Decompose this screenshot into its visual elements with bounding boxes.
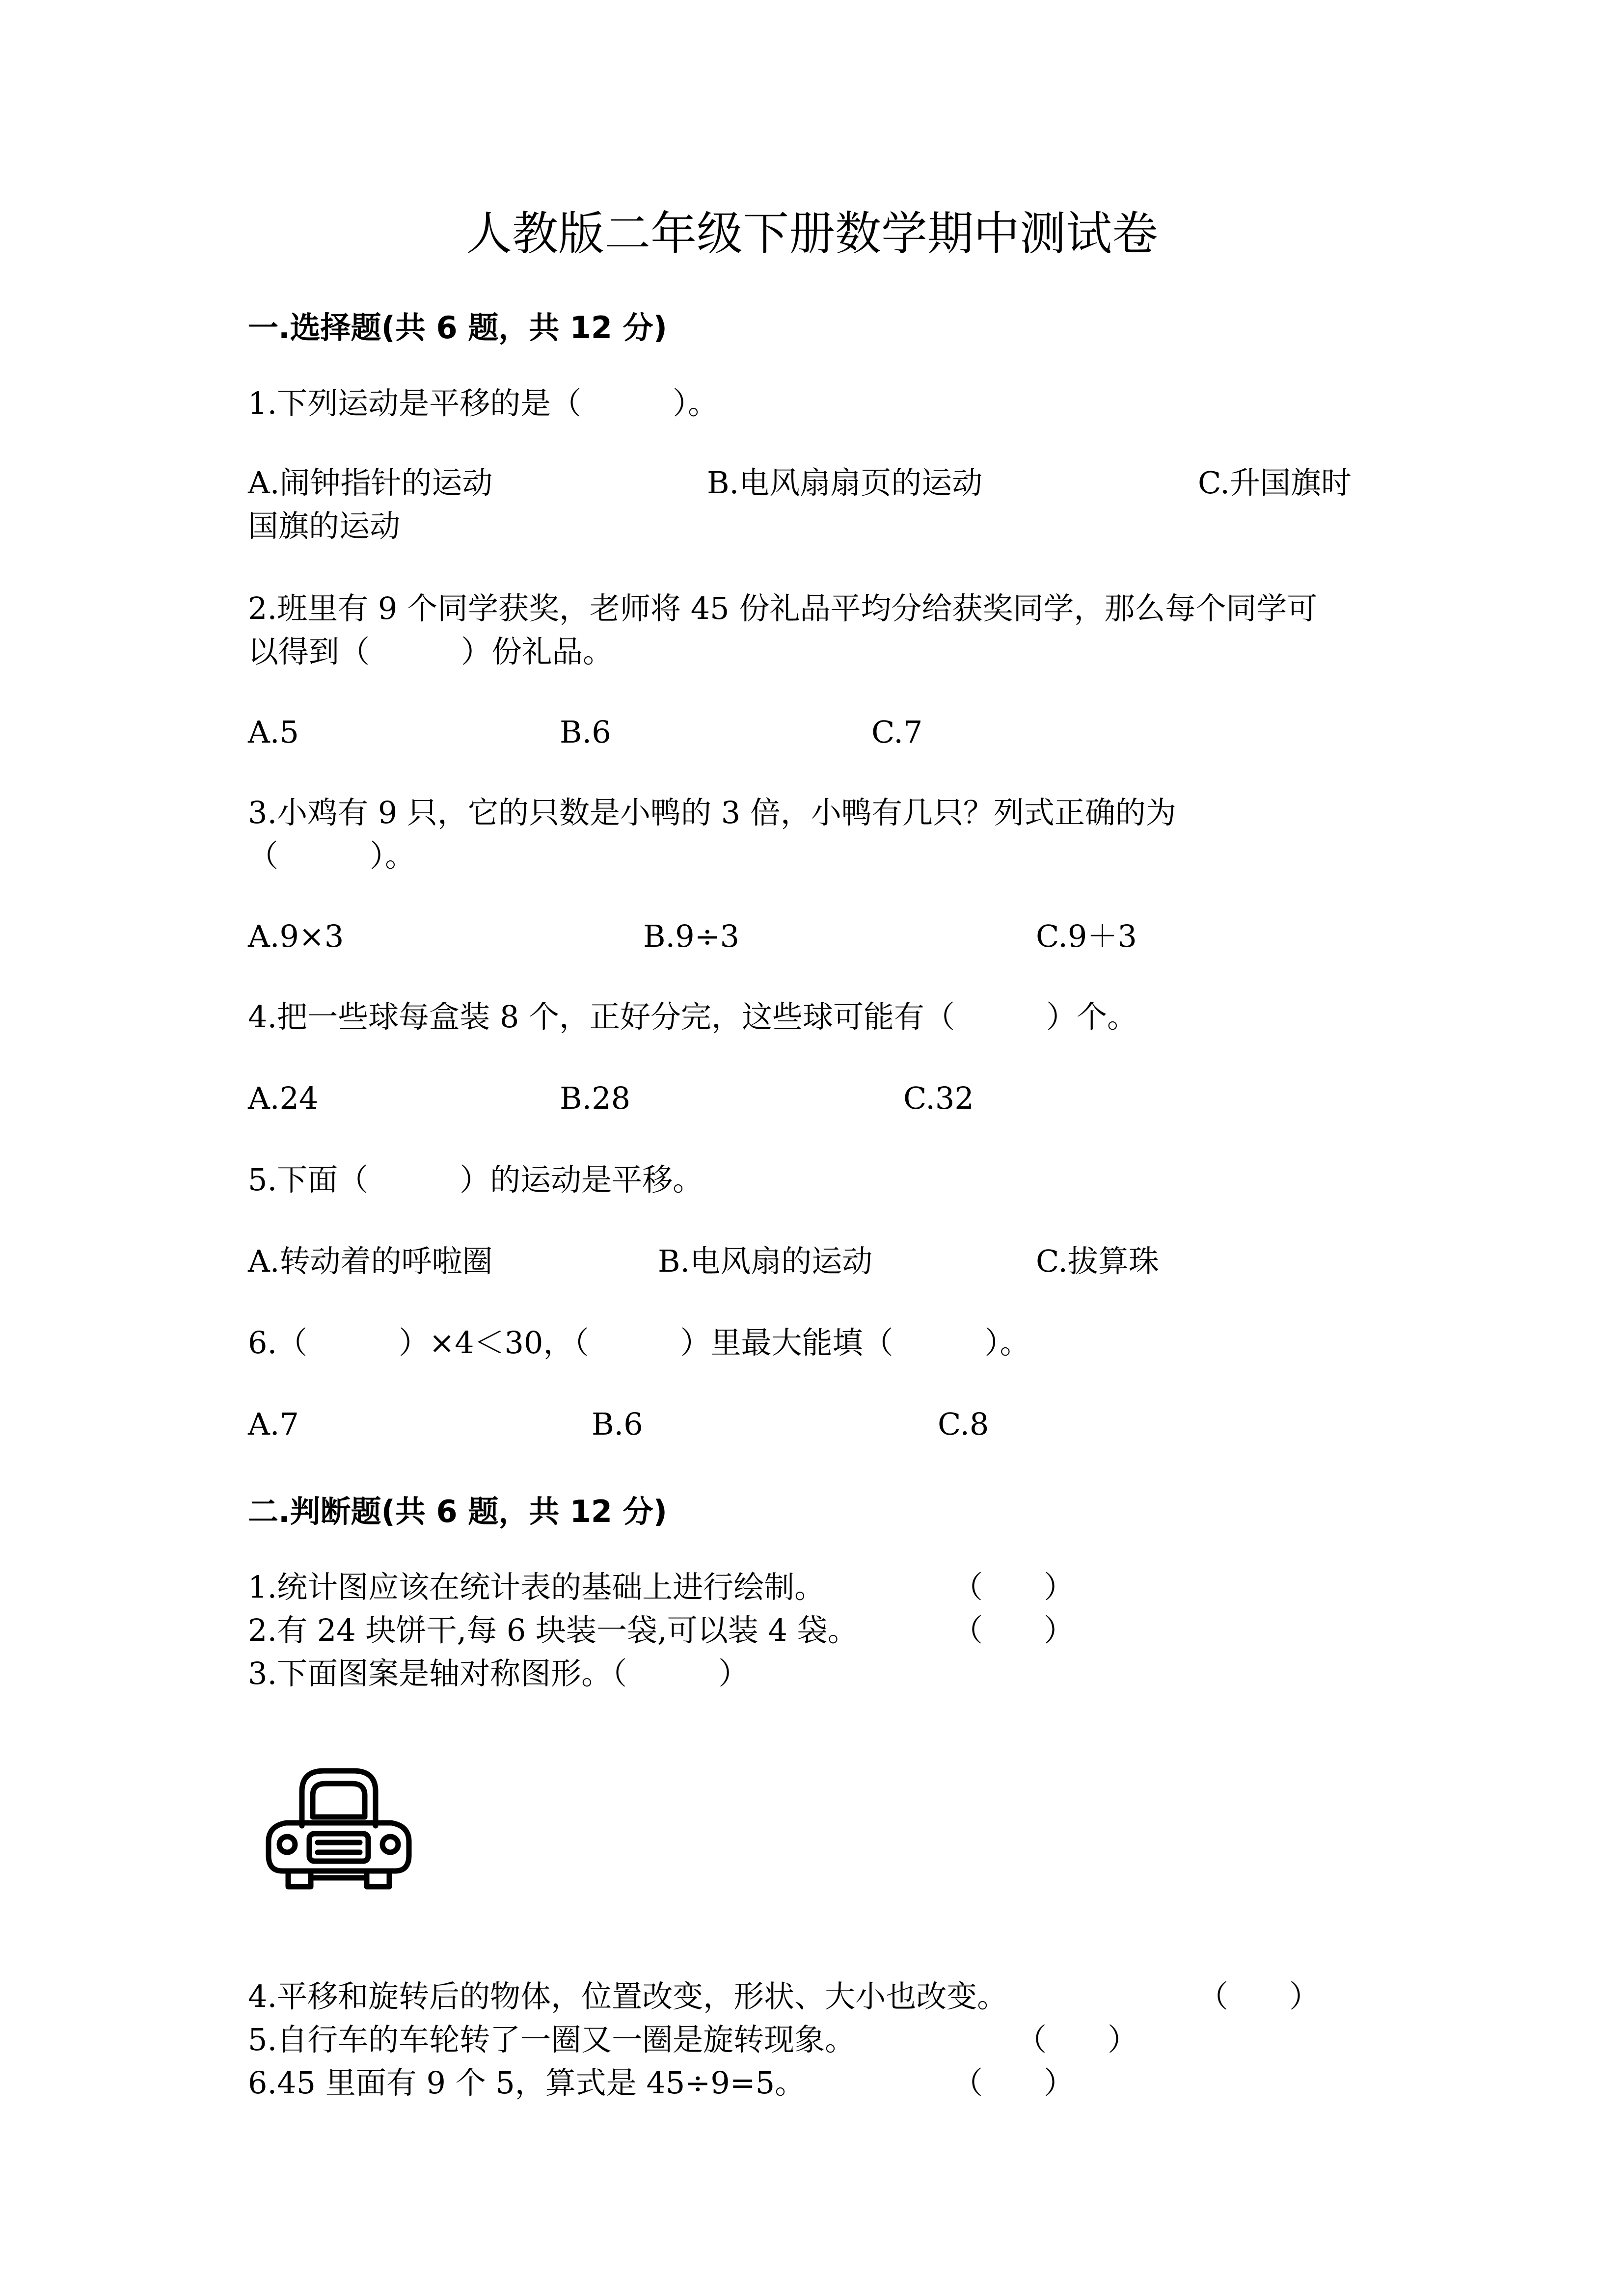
question-1-option-a: A.闹钟指针的运动 bbox=[248, 465, 493, 501]
question-2-continuation: 以得到（ ）份礼品。 bbox=[248, 634, 614, 669]
question-3-option-b: B.9÷3 bbox=[643, 918, 740, 954]
question-6-option-a: A.7 bbox=[248, 1406, 299, 1442]
question-4-option-b: B.28 bbox=[560, 1080, 631, 1116]
question-6-option-c: C.8 bbox=[938, 1406, 989, 1442]
question-6-option-b: B.6 bbox=[592, 1406, 643, 1442]
question-2: 2.班里有 9 个同学获奖，老师将 45 份礼品平均分给获奖同学，那么每个同学可 bbox=[248, 590, 1318, 626]
question-3: 3.小鸡有 9 只，它的只数是小鸭的 3 倍，小鸭有几只？列式正确的为 bbox=[248, 795, 1176, 830]
section-heading-choice: 一.选择题(共 6 题，共 12 分) bbox=[248, 310, 667, 346]
question-4-option-c: C.32 bbox=[903, 1080, 974, 1116]
question-3-option-c: C.9＋3 bbox=[1036, 918, 1137, 954]
question-4: 4.把一些球每盒装 8 个，正好分完，这些球可能有（ ）个。 bbox=[248, 999, 1138, 1035]
judge-item-2: 2.有 24 块饼干,每 6 块装一袋,可以装 4 袋。 bbox=[248, 1612, 858, 1648]
judge-item-1-bracket: （ ） bbox=[952, 1569, 1075, 1605]
question-1-option-c: C.升国旗时 bbox=[1198, 465, 1352, 501]
question-1-option-c-continuation: 国旗的运动 bbox=[248, 508, 401, 544]
judge-item-5-bracket: （ ） bbox=[1016, 2022, 1138, 2057]
question-1: 1.下列运动是平移的是（ ）。 bbox=[248, 385, 719, 421]
question-3-continuation: （ ）。 bbox=[248, 838, 416, 874]
section-heading-judge: 二.判断题(共 6 题，共 12 分) bbox=[248, 1494, 667, 1529]
judge-item-6: 6.45 里面有 9 个 5，算式是 45÷9=5。 bbox=[248, 2065, 806, 2101]
question-5-option-a: A.转动着的呼啦圈 bbox=[248, 1243, 493, 1279]
question-5-option-c: C.拔算珠 bbox=[1036, 1243, 1159, 1279]
judge-item-3: 3.下面图案是轴对称图形。（ ） bbox=[248, 1655, 749, 1691]
judge-item-5: 5.自行车的车轮转了一圈又一圈是旋转现象。 bbox=[248, 2022, 856, 2057]
judge-item-4: 4.平移和旋转后的物体，位置改变，形状、大小也改变。 bbox=[248, 1978, 1008, 2014]
page-title: 人教版二年级下册数学期中测试卷 bbox=[465, 207, 1158, 261]
question-5: 5.下面（ ）的运动是平移。 bbox=[248, 1162, 704, 1198]
question-5-option-b: B.电风扇的运动 bbox=[658, 1243, 873, 1279]
question-2-option-c: C.7 bbox=[871, 714, 923, 750]
question-6: 6.（ ）×4＜30，（ ）里最大能填（ ）。 bbox=[248, 1325, 1030, 1361]
question-2-option-b: B.6 bbox=[560, 714, 611, 750]
question-3-option-a: A.9×3 bbox=[248, 918, 344, 954]
question-1-option-b: B.电风扇扇页的运动 bbox=[707, 465, 983, 501]
judge-item-4-bracket: （ ） bbox=[1198, 1978, 1320, 2014]
judge-item-2-bracket: （ ） bbox=[952, 1612, 1075, 1648]
question-4-option-a: A.24 bbox=[248, 1080, 319, 1116]
judge-item-1: 1.统计图应该在统计表的基础上进行绘制。 bbox=[248, 1569, 825, 1605]
car-icon bbox=[263, 1762, 415, 1895]
question-2-option-a: A.5 bbox=[248, 714, 299, 750]
judge-item-6-bracket: （ ） bbox=[952, 2065, 1075, 2101]
